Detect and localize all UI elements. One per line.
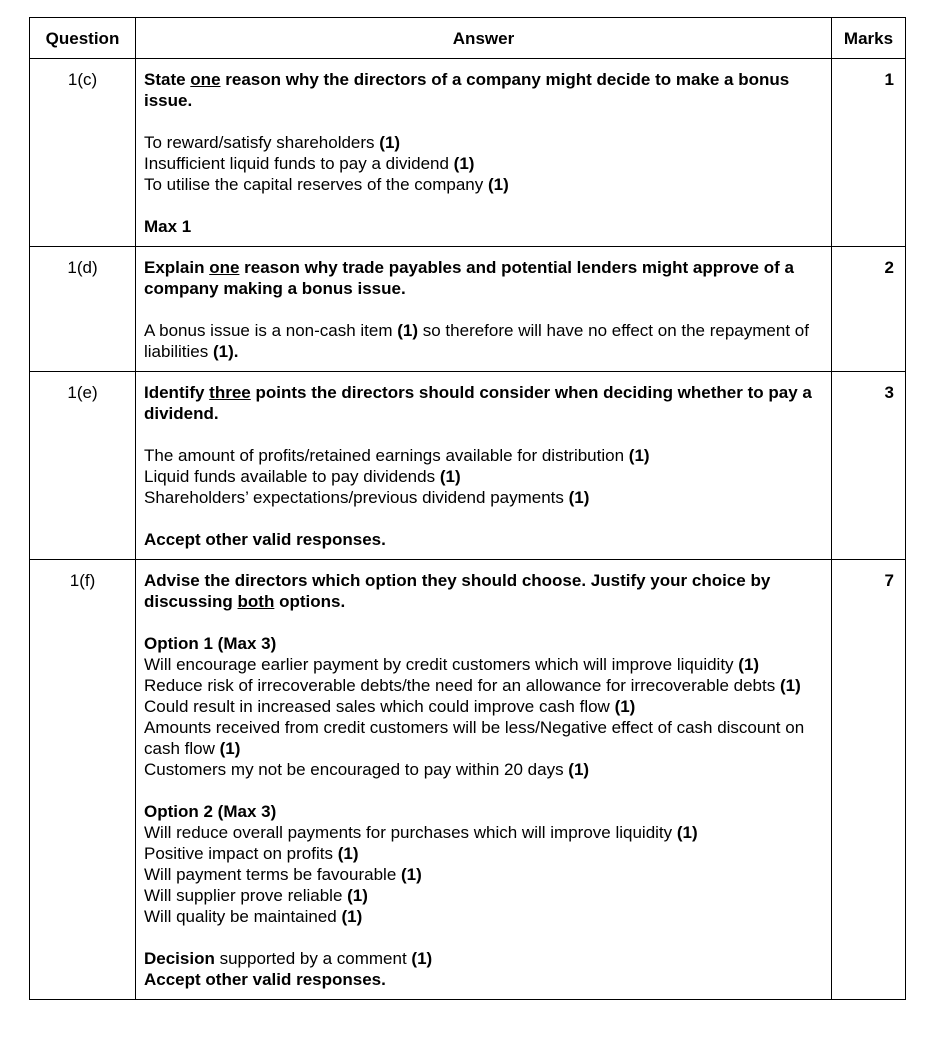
answer-line: Will encourage earlier payment by credit customers which will improve liquidity (1) [144, 655, 760, 674]
answer-line: The amount of profits/retained earnings available for distribution (1) [144, 446, 650, 465]
answer-line: Reduce risk of irrecoverable debts/the need for an allowance for irrecoverable debts (1) [144, 676, 801, 695]
question-prompt: Advise the directors which option they should choose. Justify your choice by discussing both options. [144, 571, 771, 611]
decision-line: Decision supported by a comment (1) [144, 949, 433, 968]
answer-line: Amounts received from credit customers will be less/Negative effect of cash discount on cash flow (1) [144, 718, 805, 758]
mark-scheme-table [29, 17, 906, 1000]
option-1-title: Option 1 (Max 3) [144, 634, 277, 653]
table-row [30, 59, 906, 247]
answer-line: Will quality be maintained (1) [144, 907, 363, 926]
question-prompt: State one reason why the directors of a company might decide to make a bonus issue. [144, 70, 790, 110]
question-number: 1(e) [30, 372, 136, 560]
answer-line: To reward/satisfy shareholders (1) [144, 133, 401, 152]
answer-line: Will payment terms be favourable (1) [144, 865, 422, 884]
answer-line: Could result in increased sales which could improve cash flow (1) [144, 697, 636, 716]
question-number: 1(c) [30, 59, 136, 247]
answer-cell [136, 372, 832, 560]
table-row [30, 247, 906, 372]
answer-line: Will supplier prove reliable (1) [144, 886, 368, 905]
marks-value: 2 [832, 247, 906, 372]
answer-line: Positive impact on profits (1) [144, 844, 359, 863]
table-row [30, 560, 906, 1000]
marks-value: 1 [832, 59, 906, 247]
answer-header: Answer [136, 18, 832, 59]
answer-cell [136, 247, 832, 372]
header-row [30, 18, 906, 59]
marks-value: 7 [832, 560, 906, 1000]
marking-note: Max 1 [144, 217, 192, 236]
option-2-title: Option 2 (Max 3) [144, 802, 277, 821]
question-number: 1(f) [30, 560, 136, 1000]
marks-value: 3 [832, 372, 906, 560]
answer-line: Will reduce overall payments for purchases which will improve liquidity (1) [144, 823, 698, 842]
answer-cell [136, 560, 832, 1000]
answer-line: A bonus issue is a non-cash item (1) so therefore will have no effect on the repayment of liabilities (1). [144, 321, 809, 361]
question-prompt: Identify three points the directors should consider when deciding whether to pay a dividend. [144, 383, 812, 423]
answer-line: To utilise the capital reserves of the company (1) [144, 175, 509, 194]
answer-line: Liquid funds available to pay dividends (1) [144, 467, 461, 486]
answer-line: Customers my not be encouraged to pay within 20 days (1) [144, 760, 590, 779]
answer-line: Shareholders’ expectations/previous dividend payments (1) [144, 488, 590, 507]
marking-note: Accept other valid responses. [144, 970, 386, 989]
question-prompt: Explain one reason why trade payables and potential lenders might approve of a company making a bonus issue. [144, 258, 794, 298]
marking-note: Accept other valid responses. [144, 530, 386, 549]
answer-line: Insufficient liquid funds to pay a dividend (1) [144, 154, 475, 173]
table-row [30, 372, 906, 560]
marks-header: Marks [832, 18, 906, 59]
question-number: 1(d) [30, 247, 136, 372]
answer-cell [136, 59, 832, 247]
question-header: Question [30, 18, 136, 59]
